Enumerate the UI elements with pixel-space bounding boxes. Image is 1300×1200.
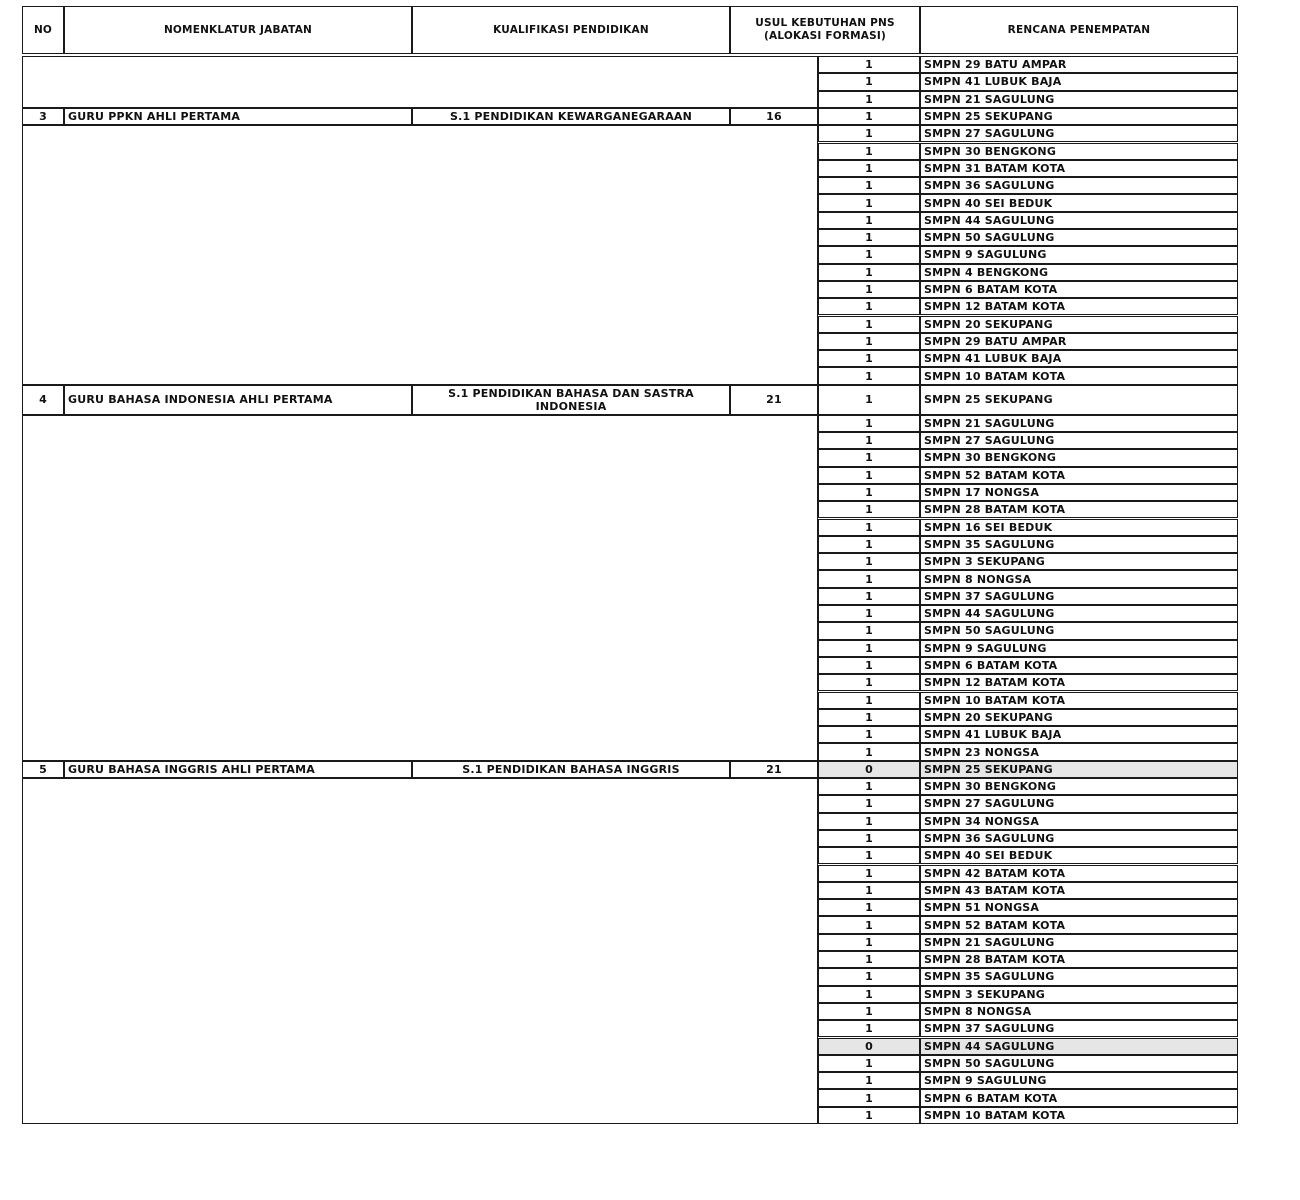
school-placement: SMPN 52 BATAM KOTA xyxy=(920,467,1238,484)
school-placement: SMPN 50 SAGULUNG xyxy=(920,622,1238,639)
school-placement: SMPN 9 SAGULUNG xyxy=(920,640,1238,657)
school-placement: SMPN 37 SAGULUNG xyxy=(920,1020,1238,1037)
allocation-count: 1 xyxy=(818,316,920,333)
allocation-count: 1 xyxy=(818,56,920,73)
school-placement: SMPN 29 BATU AMPAR xyxy=(920,333,1238,350)
allocation-count: 1 xyxy=(818,91,920,108)
allocation-count: 1 xyxy=(818,108,920,125)
merged-blank-area xyxy=(22,56,818,108)
school-placement: SMPN 51 NONGSA xyxy=(920,899,1238,916)
school-placement: SMPN 50 SAGULUNG xyxy=(920,229,1238,246)
school-placement: SMPN 52 BATAM KOTA xyxy=(920,916,1238,933)
allocation-count: 1 xyxy=(818,385,920,415)
school-placement: SMPN 28 BATAM KOTA xyxy=(920,951,1238,968)
header-rencana: RENCANA PENEMPATAN xyxy=(920,6,1238,54)
school-placement: SMPN 10 BATAM KOTA xyxy=(920,367,1238,384)
school-placement: SMPN 21 SAGULUNG xyxy=(920,934,1238,951)
school-placement: SMPN 27 SAGULUNG xyxy=(920,795,1238,812)
total-allocation: 21 xyxy=(730,761,818,778)
allocation-count: 1 xyxy=(818,1089,920,1106)
school-placement: SMPN 6 BATAM KOTA xyxy=(920,657,1238,674)
school-placement: SMPN 27 SAGULUNG xyxy=(920,432,1238,449)
allocation-count: 1 xyxy=(818,415,920,432)
allocation-count: 1 xyxy=(818,281,920,298)
allocation-count: 1 xyxy=(818,882,920,899)
allocation-count: 1 xyxy=(818,1020,920,1037)
school-placement: SMPN 12 BATAM KOTA xyxy=(920,298,1238,315)
school-placement: SMPN 25 SEKUPANG xyxy=(920,761,1238,778)
school-placement: SMPN 4 BENGKONG xyxy=(920,264,1238,281)
merged-blank-area xyxy=(22,778,818,1124)
allocation-count: 1 xyxy=(818,986,920,1003)
allocation-count: 1 xyxy=(818,813,920,830)
school-placement: SMPN 3 SEKUPANG xyxy=(920,553,1238,570)
allocation-count: 1 xyxy=(818,246,920,263)
school-placement: SMPN 8 NONGSA xyxy=(920,1003,1238,1020)
allocation-count: 1 xyxy=(818,367,920,384)
school-placement: SMPN 44 SAGULUNG xyxy=(920,605,1238,622)
job-title: GURU BAHASA INGGRIS AHLI PERTAMA xyxy=(64,761,412,778)
school-placement: SMPN 30 BENGKONG xyxy=(920,449,1238,466)
allocation-count: 1 xyxy=(818,177,920,194)
school-placement: SMPN 41 LUBUK BAJA xyxy=(920,726,1238,743)
school-placement: SMPN 17 NONGSA xyxy=(920,484,1238,501)
allocation-count: 1 xyxy=(818,830,920,847)
allocation-count: 1 xyxy=(818,640,920,657)
allocation-count: 1 xyxy=(818,743,920,760)
allocation-count: 1 xyxy=(818,519,920,536)
allocation-count: 1 xyxy=(818,1003,920,1020)
school-placement: SMPN 6 BATAM KOTA xyxy=(920,1089,1238,1106)
header-nomenklatur: NOMENKLATUR JABATAN xyxy=(64,6,412,54)
school-placement: SMPN 20 SEKUPANG xyxy=(920,709,1238,726)
allocation-count: 1 xyxy=(818,333,920,350)
school-placement: SMPN 42 BATAM KOTA xyxy=(920,865,1238,882)
school-placement: SMPN 20 SEKUPANG xyxy=(920,316,1238,333)
allocation-count: 1 xyxy=(818,1055,920,1072)
school-placement: SMPN 21 SAGULUNG xyxy=(920,91,1238,108)
total-allocation: 21 xyxy=(730,385,818,415)
school-placement: SMPN 3 SEKUPANG xyxy=(920,986,1238,1003)
allocation-count: 1 xyxy=(818,350,920,367)
allocation-count: 1 xyxy=(818,553,920,570)
education-qualification: S.1 PENDIDIKAN KEWARGANEGARAAN xyxy=(412,108,730,125)
merged-blank-area xyxy=(22,125,818,385)
school-placement: SMPN 37 SAGULUNG xyxy=(920,588,1238,605)
allocation-count: 1 xyxy=(818,916,920,933)
allocation-count: 1 xyxy=(818,657,920,674)
allocation-count: 1 xyxy=(818,467,920,484)
allocation-count: 1 xyxy=(818,622,920,639)
school-placement: SMPN 29 BATU AMPAR xyxy=(920,56,1238,73)
allocation-count: 1 xyxy=(818,1072,920,1089)
school-placement: SMPN 41 LUBUK BAJA xyxy=(920,73,1238,90)
total-allocation: 16 xyxy=(730,108,818,125)
school-placement: SMPN 9 SAGULUNG xyxy=(920,1072,1238,1089)
school-placement: SMPN 41 LUBUK BAJA xyxy=(920,350,1238,367)
allocation-count: 1 xyxy=(818,501,920,518)
header-kualifikasi: KUALIFIKASI PENDIDIKAN xyxy=(412,6,730,54)
school-placement: SMPN 30 BENGKONG xyxy=(920,143,1238,160)
school-placement: SMPN 34 NONGSA xyxy=(920,813,1238,830)
allocation-count: 1 xyxy=(818,229,920,246)
allocation-count: 1 xyxy=(818,432,920,449)
school-placement: SMPN 44 SAGULUNG xyxy=(920,1038,1238,1055)
allocation-count: 1 xyxy=(818,449,920,466)
row-number: 5 xyxy=(22,761,64,778)
header-no: NO xyxy=(22,6,64,54)
school-placement: SMPN 8 NONGSA xyxy=(920,570,1238,587)
allocation-count: 1 xyxy=(818,692,920,709)
allocation-count: 1 xyxy=(818,674,920,691)
allocation-count: 0 xyxy=(818,761,920,778)
school-placement: SMPN 40 SEI BEDUK xyxy=(920,194,1238,211)
school-placement: SMPN 50 SAGULUNG xyxy=(920,1055,1238,1072)
allocation-count: 1 xyxy=(818,778,920,795)
allocation-count: 1 xyxy=(818,709,920,726)
allocation-count: 1 xyxy=(818,934,920,951)
allocation-count: 0 xyxy=(818,1038,920,1055)
school-placement: SMPN 36 SAGULUNG xyxy=(920,177,1238,194)
allocation-count: 1 xyxy=(818,264,920,281)
school-placement: SMPN 9 SAGULUNG xyxy=(920,246,1238,263)
allocation-count: 1 xyxy=(818,143,920,160)
allocation-count: 1 xyxy=(818,160,920,177)
row-number: 3 xyxy=(22,108,64,125)
allocation-count: 1 xyxy=(818,847,920,864)
school-placement: SMPN 35 SAGULUNG xyxy=(920,536,1238,553)
school-placement: SMPN 10 BATAM KOTA xyxy=(920,1107,1238,1124)
school-placement: SMPN 43 BATAM KOTA xyxy=(920,882,1238,899)
allocation-count: 1 xyxy=(818,588,920,605)
allocation-count: 1 xyxy=(818,194,920,211)
allocation-count: 1 xyxy=(818,536,920,553)
allocation-count: 1 xyxy=(818,73,920,90)
school-placement: SMPN 28 BATAM KOTA xyxy=(920,501,1238,518)
merged-blank-area xyxy=(22,415,818,761)
allocation-count: 1 xyxy=(818,484,920,501)
school-placement: SMPN 30 BENGKONG xyxy=(920,778,1238,795)
allocation-count: 1 xyxy=(818,570,920,587)
allocation-count: 1 xyxy=(818,298,920,315)
allocation-count: 1 xyxy=(818,865,920,882)
row-number: 4 xyxy=(22,385,64,415)
school-placement: SMPN 27 SAGULUNG xyxy=(920,125,1238,142)
school-placement: SMPN 10 BATAM KOTA xyxy=(920,692,1238,709)
school-placement: SMPN 16 SEI BEDUK xyxy=(920,519,1238,536)
school-placement: SMPN 25 SEKUPANG xyxy=(920,385,1238,415)
school-placement: SMPN 12 BATAM KOTA xyxy=(920,674,1238,691)
allocation-count: 1 xyxy=(818,1107,920,1124)
education-qualification: S.1 PENDIDIKAN BAHASA INGGRIS xyxy=(412,761,730,778)
school-placement: SMPN 21 SAGULUNG xyxy=(920,415,1238,432)
header-usul: USUL KEBUTUHAN PNS (ALOKASI FORMASI) xyxy=(730,6,920,54)
allocation-count: 1 xyxy=(818,968,920,985)
allocation-count: 1 xyxy=(818,795,920,812)
allocation-count: 1 xyxy=(818,605,920,622)
school-placement: SMPN 44 SAGULUNG xyxy=(920,212,1238,229)
school-placement: SMPN 23 NONGSA xyxy=(920,743,1238,760)
school-placement: SMPN 36 SAGULUNG xyxy=(920,830,1238,847)
job-title: GURU BAHASA INDONESIA AHLI PERTAMA xyxy=(64,385,412,415)
allocation-count: 1 xyxy=(818,951,920,968)
allocation-count: 1 xyxy=(818,899,920,916)
school-placement: SMPN 25 SEKUPANG xyxy=(920,108,1238,125)
school-placement: SMPN 35 SAGULUNG xyxy=(920,968,1238,985)
allocation-count: 1 xyxy=(818,125,920,142)
job-title: GURU PPKN AHLI PERTAMA xyxy=(64,108,412,125)
school-placement: SMPN 6 BATAM KOTA xyxy=(920,281,1238,298)
school-placement: SMPN 40 SEI BEDUK xyxy=(920,847,1238,864)
education-qualification: S.1 PENDIDIKAN BAHASA DAN SASTRA INDONESIA xyxy=(412,385,730,415)
allocation-count: 1 xyxy=(818,212,920,229)
allocation-count: 1 xyxy=(818,726,920,743)
school-placement: SMPN 31 BATAM KOTA xyxy=(920,160,1238,177)
